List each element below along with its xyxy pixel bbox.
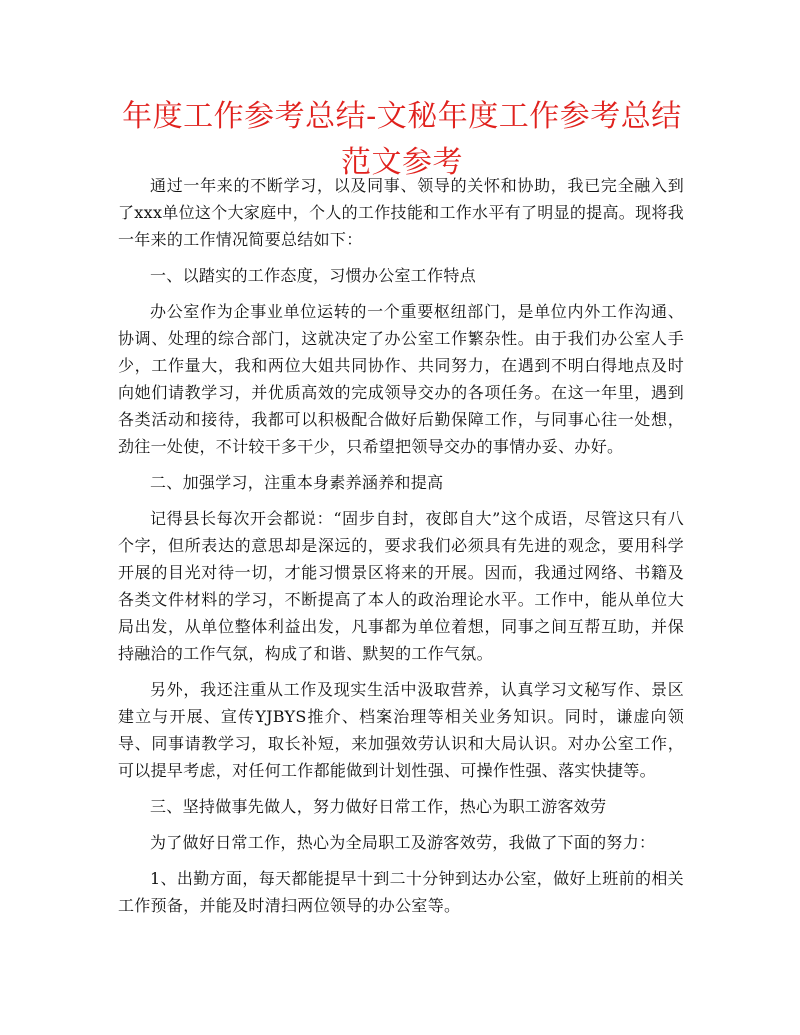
section-heading-2: 二、加强学习，注重本身素养涵养和提高 <box>150 473 444 492</box>
document-body <box>118 172 684 919</box>
paragraph-attendance: 1、出勤方面，每天都能提早十到二十分钟到达办公室，做好上班前的相关工作预备，并能及时清扫两位领导的办公室等。 <box>118 869 684 915</box>
paragraph-intro: 通过一年来的不断学习，以及同事、领导的关怀和协助，我已完全融入到了xxx单位这个大家庭中，个人的工作技能和工作水平有了明显的提高。现将我一年来的工作情况简要总结如下： <box>118 176 684 249</box>
paragraph-study: 记得县长每次开会都说：“固步自封，夜郎自大”这个成语，尽管这只有八个字，但所表达的意思却是深远的，要求我们必须具有先进的观念，要用科学开展的目光对待一切，才能习惯景区将来的开展。因而，我通过网络、书籍及各类文件材料的学习，不断提高了本人的政治理论水平。工作中，能从单位大局出发，从单位整体利益出发，凡事都为单位着想，同事之间互帮互助，并保持融洽的工作气氛，构成了和谐、默契的工作气氛。 <box>118 509 684 663</box>
section-heading-3: 三、坚持做事先做人，努力做好日常工作，热心为职工游客效劳 <box>150 797 607 816</box>
paragraph-additional-learning: 另外，我还注重从工作及现实生活中汲取营养，认真学习文秘写作、景区建立与开展、宣传YJBYS推介、档案治理等相关业务知识。同时，谦虚向领导、同事请教学习，取长补短，来加强效劳认识和大局认识。对办公室工作，可以提早考虑，对任何工作都能做到计划性强、可操作性强、落实快捷等。 <box>118 680 684 780</box>
paragraph-office-role: 办公室作为企事业单位运转的一个重要枢纽部门，是单位内外工作沟通、协调、处理的综合部门，这就决定了办公室工作繁杂性。由于我们办公室人手少，工作量大，我和两位大姐共同协作、共同努力，在遇到不明白得地点及时向她们请教学习，并优质高效的完成领导交办的各项任务。在这一年里，遇到各类活动和接待，我都可以积极配合做好后勤保障工作，与同事心往一处想，劲往一处使，不计较干多干少，只希望把领导交办的事情办妥、办好。 <box>118 302 684 456</box>
section-heading-1: 一、以踏实的工作态度，习惯办公室工作特点 <box>150 266 477 285</box>
paragraph-efforts-intro: 为了做好日常工作，热心为全局职工及游客效劳，我做了下面的努力： <box>150 833 656 852</box>
document-title: 年度工作参考总结-文秘年度工作参考总结范文参考 <box>122 99 682 180</box>
